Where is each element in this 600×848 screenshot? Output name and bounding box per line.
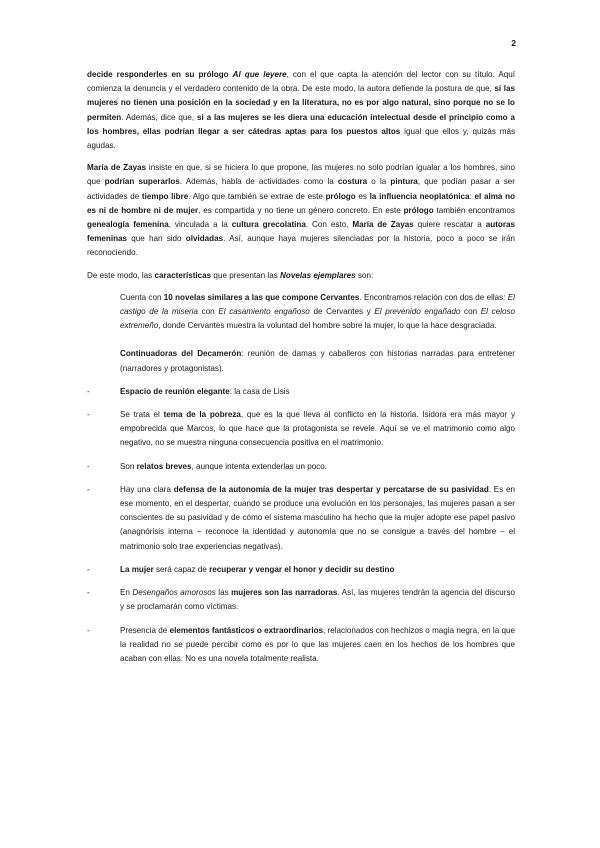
list-item-text: [120, 626, 515, 663]
text-run: características: [154, 270, 212, 280]
text-run: el alma no es ni de hombre ni de mujer: [87, 191, 516, 215]
text-run: decide responderles en su prólogo: [87, 70, 233, 79]
text-run: igual que ellos y, quizás más agudas.: [87, 126, 515, 151]
list-item-text: [120, 565, 394, 574]
text-run: . Algo que también se extrae de este: [188, 191, 326, 201]
text-run: de Cervantes y: [309, 307, 375, 317]
text-run: mujeres son las narradoras: [231, 588, 338, 598]
list-item: [87, 563, 515, 577]
text-run: que presentan las: [211, 270, 281, 280]
text-run: si las mujeres no tienen una posición en la sociedad y en la literatura, no es por algo natural, sino porque no se lo permiten: [87, 84, 515, 122]
text-run: , vinculada a la: [168, 220, 232, 230]
text-run: Cuenta con: [120, 292, 164, 302]
text-run: prólogo: [325, 191, 356, 201]
list-item: [87, 408, 515, 451]
list-item: [87, 385, 515, 399]
text-run: : El castigo de la miseria: [120, 292, 515, 317]
text-run: autoras femeninas: [87, 220, 515, 244]
text-run: costura: [337, 177, 368, 187]
text-run: que han sido: [127, 234, 186, 244]
text-run: o la: [367, 177, 391, 187]
list-item: [87, 586, 515, 614]
indented-paragraph: [120, 347, 515, 375]
text-run: las: [215, 588, 232, 598]
text-run: :: [469, 191, 475, 201]
bullet-dash: -: [87, 625, 90, 635]
text-run: si a las mujeres se les diera una educación intelectual desde el principio como a los hombres, ellas podrían llegar a ser cátedras aptas para los puestos altos: [87, 112, 515, 136]
text-run: . Con esto,: [305, 220, 353, 230]
bullet-dash: -: [87, 484, 90, 494]
text-run: Continuadoras del Decamerón: [120, 349, 242, 359]
text-run: María de Zayas: [352, 220, 414, 230]
bullet-dash: -: [87, 410, 90, 420]
text-run: con: [460, 307, 481, 317]
text-run: Son: [120, 461, 137, 471]
text-run: . Así, aunque haya mujeres silenciadas por la historia, poco a poco se irán reconociendo.: [87, 234, 515, 258]
text-run: De este modo, las: [87, 270, 155, 280]
list-item: [87, 483, 515, 554]
page-number: 2: [511, 38, 516, 48]
text-run: Desengaños amorosos: [132, 588, 216, 598]
text-run: , que podían pasar a ser actividades de: [87, 177, 515, 201]
text-run: son:: [355, 270, 374, 280]
text-run: elementos fantásticos o extraordinarios: [169, 625, 324, 635]
text-run: quiere rescatar a: [413, 220, 486, 230]
document-body: [87, 68, 515, 675]
text-run: cultura grecolatina: [231, 220, 306, 230]
text-run: defensa de la autonomía de la mujer tras despertar y percatarse de su pasividad: [173, 484, 489, 494]
bullet-dash: -: [87, 588, 90, 598]
text-run: Se trata el: [120, 410, 164, 420]
text-run: Hay una clara: [120, 484, 174, 494]
text-run: olvidadas: [185, 234, 224, 244]
text-run: Espacio de reunión elegante: [120, 386, 230, 396]
text-run: Presencia de: [120, 625, 170, 635]
list-item-text: [120, 387, 290, 396]
text-run: El casamiento engañoso: [218, 307, 310, 317]
text-run: . Es en ese momento, en el despertar, cuando se produce una evolución en los personajes, las mujeres pasan a ser conscientes de su pasividad y de cómo el sistema masculino ha hecho que la mujer adopte ese papel pasivo (anagnórisis interna – reconoce la identidad y autonomía que no se consigue a través del hombre – el matrimonio solo trae experiencias negativas).: [120, 484, 515, 551]
text-run: , con el que capta la atención del lector con su título. Aquí comienza la denuncia y el verdadero contenido de la obra. De este modo, la autora defiende la postura de que,: [87, 70, 515, 94]
body-paragraph: [87, 161, 515, 260]
text-run: relatos breves: [136, 461, 192, 471]
text-run: : la casa de Lisis: [229, 386, 290, 396]
text-run: . Además, habla de actividades como la: [179, 177, 338, 187]
text-run: genealogía femenina: [87, 220, 169, 230]
text-run: Al que leyere: [232, 70, 287, 79]
list-item-text: [120, 410, 515, 447]
text-run: . Además, dice que,: [121, 112, 197, 122]
text-run: es: [355, 191, 370, 201]
text-run: , donde Cervantes muestra la voluntad del hombre sobre la mujer, lo que la hace desgraciada.: [158, 321, 497, 331]
text-run: , que es la que lleva al conflicto en la historia. Isidora era más mayor y empobrecida que Marcos, lo que hace que la protagonista se revele. Aquí se ve el matrimonio como algo negativo, no se muestra ninguna consecuencia positiva en el matrimonio.: [120, 410, 515, 448]
text-run: recuperar y vengar el honor y decidir su destino: [209, 564, 395, 574]
text-run: insiste en que, si se hiciera lo que propone, las mujeres no solo podrían igualar a los hombres, sino que: [87, 163, 515, 187]
list-item-text: [120, 588, 515, 611]
text-run: . Así, las mujeres tendrán la agencia del discurso y se proclamarán como víctimas.: [120, 588, 515, 612]
text-run: prólogo: [403, 205, 434, 215]
text-run: podrían superarlos: [104, 177, 180, 187]
bullet-dash: -: [87, 386, 90, 396]
list-item-text: [120, 485, 515, 551]
text-run: será capaz de: [153, 564, 210, 574]
list-item: [87, 460, 515, 474]
text-run: tiempo libre: [141, 191, 189, 201]
text-run: , aunque intenta extenderlas un poco.: [191, 461, 327, 471]
text-run: El prevenido engañado: [374, 307, 461, 317]
text-run: , es compartida y no tiene un género concreto. En este: [198, 205, 404, 215]
text-run: . Encontramos relación con dos de ellas: [359, 292, 504, 302]
list-item: [87, 624, 515, 667]
bullet-dash: -: [87, 461, 90, 471]
text-run: también encontramos: [433, 205, 515, 215]
text-run: La mujer: [120, 564, 154, 574]
text-run: pintura: [390, 177, 418, 187]
text-run: : reunión de damas y caballeros con historias narradas para entretener (narradores y protagonistas).: [120, 349, 516, 373]
text-run: la influencia neoplatónica: [369, 191, 470, 201]
list-item-text: [120, 462, 327, 471]
body-paragraph: [87, 269, 515, 283]
text-run: Novelas ejemplares: [280, 270, 356, 280]
text-run: tema de la pobreza: [163, 410, 241, 420]
body-paragraph: [87, 68, 515, 153]
characteristics-list: [87, 385, 515, 666]
text-run: con: [197, 307, 219, 317]
text-run: , relacionados con hechizos o magia negra, en la que la realidad no se puede percibir como es por lo que las mujeres caen en los hechos de los hombres que acaban con ellas. No es una novela totalmente realista.: [120, 625, 515, 663]
text-run: El celoso extremeño: [120, 307, 516, 331]
indented-paragraph: [120, 291, 515, 334]
text-run: 10 novelas similares a las que compone Cervantes: [163, 292, 360, 302]
text-run: En: [120, 588, 133, 598]
text-run: María de Zayas: [87, 163, 147, 173]
bullet-dash: -: [87, 564, 90, 574]
